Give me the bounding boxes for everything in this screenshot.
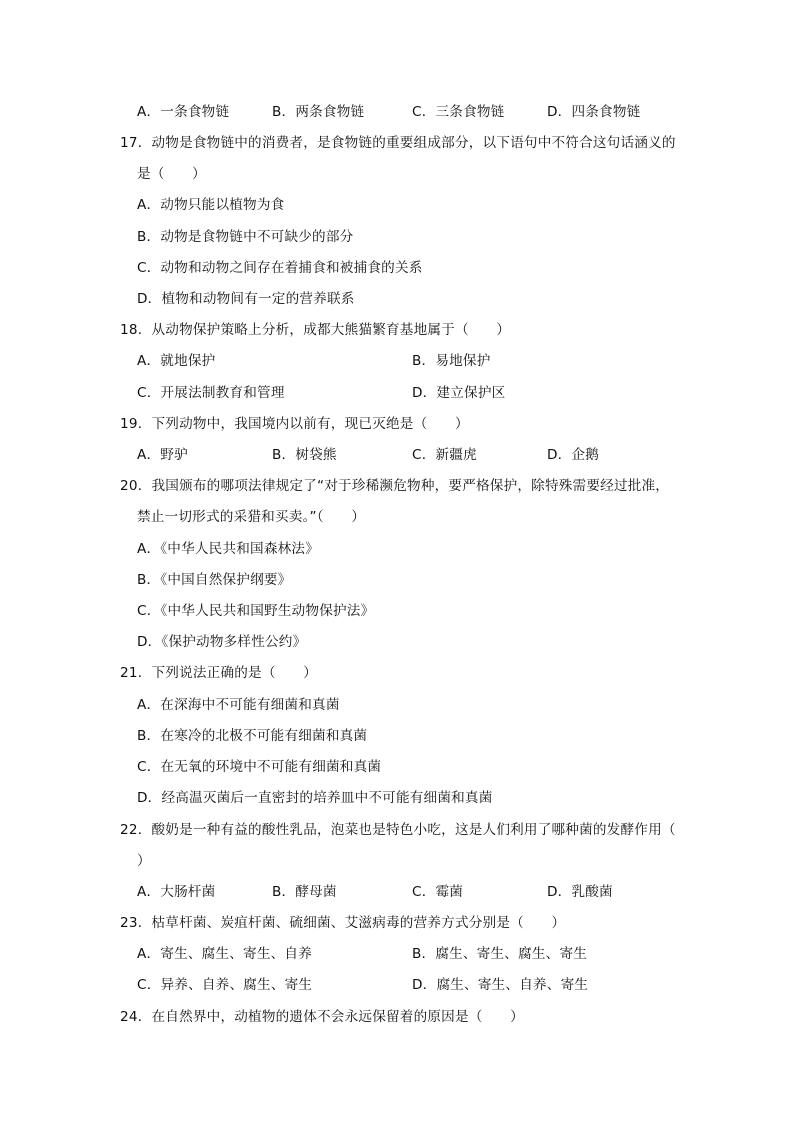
q22-stem-line-2: ） — [137, 853, 151, 869]
q19-option-a: A．野驴 — [137, 447, 188, 463]
q17-option-b: B．动物是食物链中不可缺少的部分 — [137, 229, 354, 245]
q22-option-b: B．酵母菌 — [272, 884, 337, 900]
q21-option-b: B．在寒冷的北极不可能有细菌和真菌 — [137, 728, 368, 744]
q20-option-d: D．《保护动物多样性公约》 — [137, 634, 307, 650]
q21-option-c: C．在无氧的环境中不可能有细菌和真菌 — [137, 759, 382, 775]
q21-option-a: A．在深海中不可能有细菌和真菌 — [137, 697, 340, 713]
q17-stem-line-1: 17．动物是食物链中的消费者，是食物链的重要组成部分，以下语句中不符合这句话涵义的 — [120, 135, 676, 151]
q22-option-a: A．大肠杆菌 — [137, 884, 216, 900]
q16-option-c: C．三条食物链 — [412, 104, 505, 120]
q21-stem: 21．下列说法正确的是（ ） — [120, 665, 318, 681]
q20-option-a: A．《中华人民共和国森林法》 — [137, 541, 320, 557]
q18-option-d: D．建立保护区 — [412, 385, 506, 401]
q24-stem: 24．在自然界中，动植物的遗体不会永远保留着的原因是（ ） — [120, 1009, 524, 1025]
q20-option-b: B．《中国自然保护纲要》 — [137, 572, 292, 588]
q19-option-c: C．新疆虎 — [412, 447, 477, 463]
q17-option-c: C．动物和动物之间存在着捕食和被捕食的关系 — [137, 260, 423, 276]
q23-option-b: B．腐生、寄生、腐生、寄生 — [412, 946, 588, 962]
q23-option-d: D．腐生、寄生、自养、寄生 — [412, 977, 589, 993]
q16-option-b: B．两条食物链 — [272, 104, 365, 120]
q18-option-c: C．开展法制教育和管理 — [137, 385, 285, 401]
q23-option-c: C．异养、自养、腐生、寄生 — [137, 977, 313, 993]
q17-option-d: D．植物和动物间有一定的营养联系 — [137, 291, 355, 307]
q18-stem: 18．从动物保护策略上分析，成都大熊猫繁育基地属于（ ） — [120, 322, 511, 338]
q22-option-d: D．乳酸菌 — [547, 884, 613, 900]
q17-option-a: A．动物只能以植物为食 — [137, 197, 285, 213]
q18-option-a: A．就地保护 — [137, 353, 216, 369]
q20-stem-line-2: 禁止一切形式的采猎和买卖。”（ ） — [137, 509, 366, 525]
q21-option-d: D．经高温灭菌后一直密封的培养皿中不可能有细菌和真菌 — [137, 790, 493, 806]
q23-option-a: A．寄生、腐生、寄生、自养 — [137, 946, 313, 962]
q19-stem: 19．下列动物中，我国境内以前有，现已灭绝是（ ） — [120, 416, 469, 432]
q17-stem-line-2: 是（ ） — [137, 166, 206, 182]
q16-option-d: D．四条食物链 — [547, 104, 641, 120]
q22-stem-line-1: 22．酸奶是一种有益的酸性乳品，泡菜也是特色小吃，这是人们利用了哪种菌的发酵作用（ — [120, 822, 676, 838]
q19-option-d: D．企鹅 — [547, 447, 600, 463]
q20-option-c: C．《中华人民共和国野生动物保护法》 — [137, 603, 375, 619]
q16-option-a: A．一条食物链 — [137, 104, 230, 120]
q20-stem-line-1: 20．我国颁布的哪项法律规定了“对于珍稀濒危物种，要严格保护，除特殊需要经过批准， — [120, 478, 670, 494]
q22-option-c: C．霉菌 — [412, 884, 464, 900]
q23-stem: 23．枯草杆菌、炭疽杆菌、硫细菌、艾滋病毒的营养方式分别是（ ） — [120, 915, 566, 931]
q19-option-b: B．树袋熊 — [272, 447, 337, 463]
q18-option-b: B．易地保护 — [412, 353, 491, 369]
